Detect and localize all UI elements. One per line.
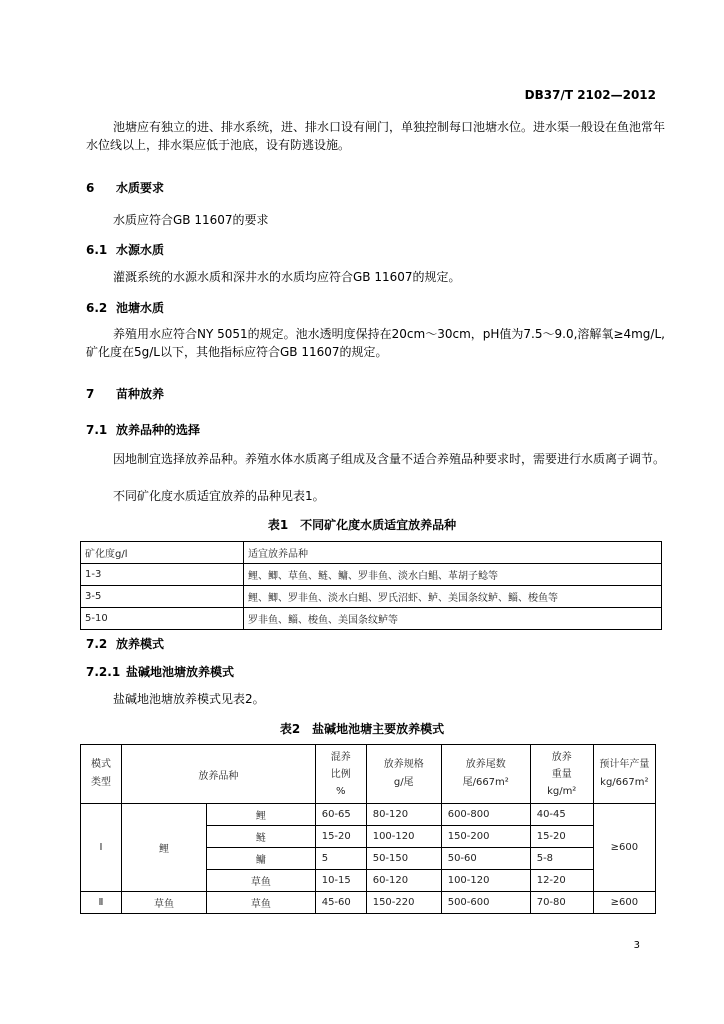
table-cell: 600-800 (441, 804, 530, 826)
table-cell: 15-20 (315, 826, 366, 848)
section-number: 7.1 (86, 423, 108, 437)
section-title: 放养品种的选择 (116, 423, 201, 437)
section-title: 水质要求 (116, 181, 165, 195)
section-6-2-text: 养殖用水应符合NY 5051的规定。池水透明度保持在20cm～30cm，pH值为7.5～9.0,溶解氧≥4mg/L,矿化度在5g/L以下，其他指标应符合GB 11607的规定。 (86, 327, 665, 359)
header-line: 尾/667m² (462, 777, 509, 788)
table-row (81, 586, 662, 608)
header-line: kg/m² (547, 785, 577, 797)
yield-cell: ≥600 (593, 892, 655, 914)
table-cell: 鳙 (207, 848, 316, 870)
section-7-1-text-2: 不同矿化度水质适宜放养的品种见表1。 (113, 489, 325, 503)
table-header-cell (530, 745, 593, 804)
table-cell: 50-150 (366, 848, 441, 870)
table-row (81, 745, 656, 804)
table-header-cell (593, 745, 655, 804)
table-header-cell: 放养品种 (122, 745, 316, 804)
header-line: 重量 (551, 768, 572, 780)
header-line: 模式 (91, 759, 111, 770)
table-cell: 10-15 (315, 870, 366, 892)
table-header-cell (366, 745, 441, 804)
section-7-2-1-heading (86, 663, 234, 680)
table-cell: 60-120 (366, 870, 441, 892)
header-line: 放养尾数 (465, 759, 506, 770)
section-title: 苗种放养 (116, 387, 165, 401)
header-line: 放养 (551, 751, 572, 763)
table-cell: 500-600 (441, 892, 530, 914)
table-header-cell: 矿化度g/l (81, 542, 244, 564)
main-species-cell: 草鱼 (122, 892, 207, 914)
table-cell: 草鱼 (207, 892, 316, 914)
table-1 (80, 541, 662, 630)
table-cell: 草鱼 (207, 870, 316, 892)
section-7-2-heading (86, 635, 164, 652)
section-number: 7.2.1 (86, 665, 121, 679)
table-row (81, 608, 662, 630)
header-line: g/尾 (393, 777, 414, 788)
table-cell: 5-8 (530, 848, 593, 870)
table-row (81, 804, 656, 826)
section-7-1-text-1: 因地制宜选择放养品种。养殖水体水质离子组成及含量不适合养殖品种要求时，需要进行水质离子调节。 (113, 452, 666, 466)
table-cell: 罗非鱼、鲻、梭鱼、美国条纹鲈等 (244, 608, 662, 630)
header-line: 放养规格 (383, 759, 424, 770)
table-header-cell (81, 745, 122, 804)
header-line: 类型 (91, 777, 111, 788)
header-line: % (335, 785, 346, 797)
table-cell: 150-200 (441, 826, 530, 848)
table-header-cell (441, 745, 530, 804)
table-cell: 鲤、鲫、草鱼、鲢、鳙、罗非鱼、淡水白鲳、革胡子鲶等 (244, 564, 662, 586)
table-cell: 60-65 (315, 804, 366, 826)
section-title: 放养模式 (116, 637, 165, 651)
section-title: 盐碱地池塘放养模式 (126, 665, 235, 679)
table-cell: 鲢 (207, 826, 316, 848)
section-title: 池塘水质 (116, 301, 165, 315)
table-2-caption: 表2 盐碱地池塘主要放养模式 (279, 722, 445, 736)
yield-cell: ≥600 (593, 804, 655, 892)
table-cell: 50-60 (441, 848, 530, 870)
header-line: 预计年产量 (599, 759, 650, 770)
header-line: kg/667m² (600, 777, 649, 788)
table-cell: 15-20 (530, 826, 593, 848)
table-row (81, 564, 662, 586)
section-number: 6.1 (86, 243, 108, 257)
table-cell: 12-20 (530, 870, 593, 892)
table-2 (80, 744, 656, 914)
section-6-heading (86, 179, 164, 196)
table-header-cell (315, 745, 366, 804)
table-cell: 150-220 (366, 892, 441, 914)
section-6-text: 水质应符合GB 11607的要求 (113, 213, 269, 227)
table-1-caption: 表1 不同矿化度水质适宜放养品种 (267, 518, 457, 532)
table-row (81, 892, 656, 914)
section-7-heading (86, 385, 164, 402)
section-number: 7.2 (86, 637, 108, 651)
section-title: 水源水质 (116, 243, 165, 257)
table-cell: 鲤、鲫、罗非鱼、淡水白鲳、罗氏沼虾、鲈、美国条纹鲈、鲻、梭鱼等 (244, 586, 662, 608)
table-cell: 1-3 (81, 564, 244, 586)
section-6-2-heading (86, 299, 164, 316)
table-cell: 80-120 (366, 804, 441, 826)
table-cell: 鲤 (207, 804, 316, 826)
table-cell: 45-60 (315, 892, 366, 914)
table-cell: 100-120 (441, 870, 530, 892)
section-6-1-text: 灌溉系统的水源水质和深井水的水质均应符合GB 11607的规定。 (113, 270, 461, 284)
header-line: 比例 (330, 768, 351, 780)
mode-type-cell: Ⅰ (81, 804, 122, 892)
section-7-2-1-text: 盐碱地池塘放养模式见表2。 (113, 692, 265, 706)
header-line: 混养 (330, 751, 351, 763)
page-number: 3 (633, 940, 640, 951)
mode-type-cell: Ⅱ (81, 892, 122, 914)
table-row (81, 542, 662, 564)
table-cell: 40-45 (530, 804, 593, 826)
table-header-cell: 适宜放养品种 (244, 542, 662, 564)
section-number: 6.2 (86, 301, 108, 315)
section-6-1-heading (86, 241, 164, 258)
table-cell: 5-10 (81, 608, 244, 630)
main-species-cell: 鲤 (122, 804, 207, 892)
section-7-1-heading (86, 421, 200, 438)
table-cell: 70-80 (530, 892, 593, 914)
table-cell: 5 (315, 848, 366, 870)
pond-system-paragraph: 池塘应有独立的进、排水系统，进、排水口设有闸门，单独控制每口池塘水位。进水渠一般设在鱼池常年水位线以上，排水渠应低于池底，设有防逃设施。 (86, 120, 666, 152)
section-number: 6 (86, 181, 95, 195)
document-code: DB37/T 2102—2012 (524, 88, 656, 102)
table-cell: 3-5 (81, 586, 244, 608)
table-cell: 100-120 (366, 826, 441, 848)
section-number: 7 (86, 387, 95, 401)
